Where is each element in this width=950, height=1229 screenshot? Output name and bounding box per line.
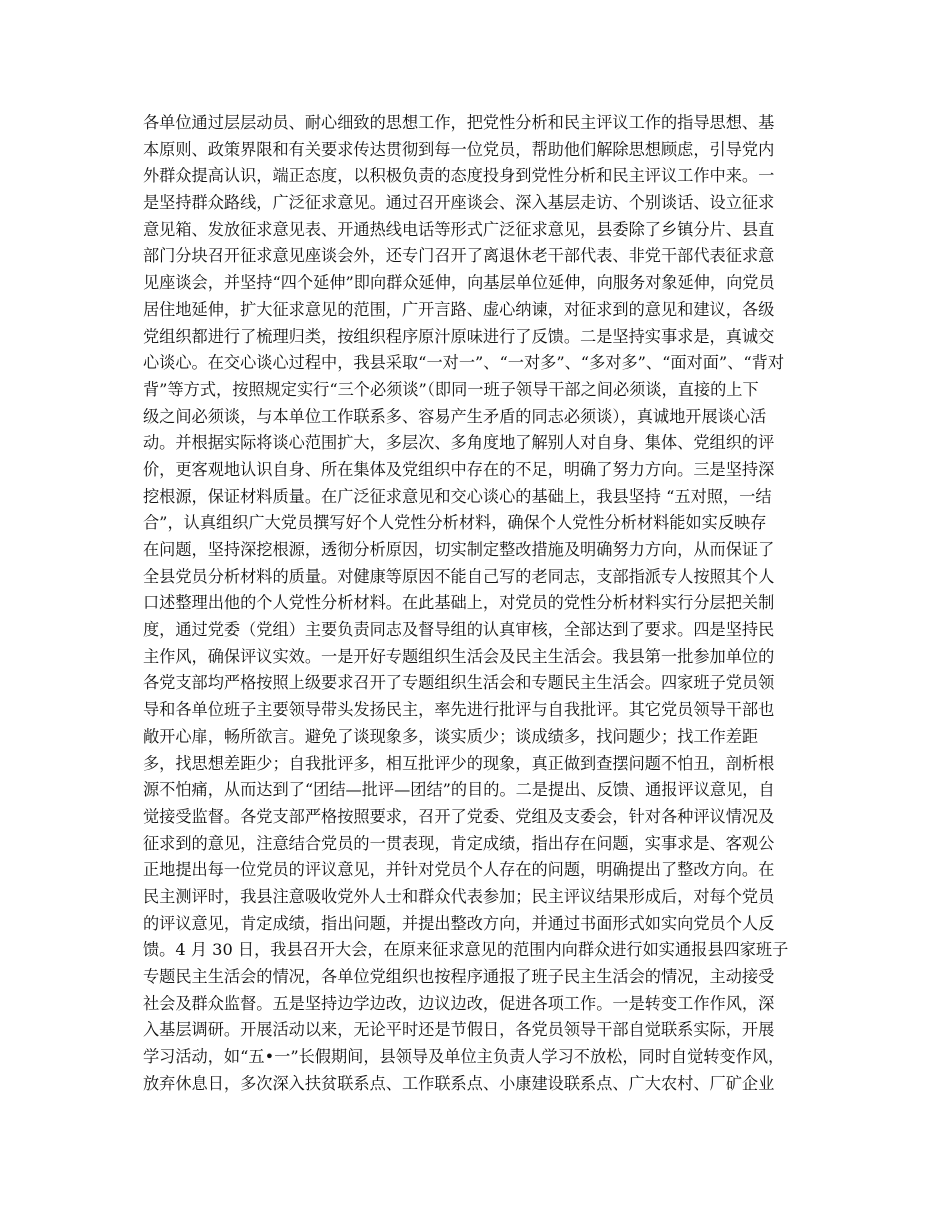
text-line: 各党支部均严格按照上级要求召开了专题组织生活会和专题民主生活会。四家班子党员领	[143, 673, 775, 693]
text-line: 学习活动，如“五•一”长假期间，县领导及单位主负责人学习不放松，同时自觉转变作风，	[143, 1047, 785, 1067]
text-line: 放弃休息日，多次深入扶贫联系点、工作联系点、小康建设联系点、广大农村、厂矿企业	[143, 1073, 775, 1093]
text-line: 居住地延伸，扩大征求意见的范围，广开言路、虚心纳谏，对征求到的意见和建议，各级	[143, 299, 775, 319]
text-line: 民主测评时，我县注意吸收党外人士和群众代表参加；民主评议结果形成后，对每个党员	[143, 886, 775, 906]
text-line: 外群众提高认识，端正态度，以积极负责的态度投身到党性分析和民主评议工作中来。一	[143, 166, 775, 186]
text-line: 源不怕痛，从而达到了“团结—批评—团结”的目的。二是提出、反馈、通报评议意见，自	[143, 780, 775, 800]
text-line: 口述整理出他的个人党性分析材料。在此基础上，对党员的党性分析材料实行分层把关制	[143, 593, 775, 613]
text-line: 敞开心扉，畅所欲言。避免了谈现象多，谈实质少；谈成绩多，找问题少；找工作差距	[143, 726, 759, 746]
text-line: 见座谈会，并坚持“四个延伸”即向群众延伸，向基层单位延伸，向服务对象延伸，向党员	[143, 273, 775, 293]
text-line: 征求到的意见，注意结合党员的一贯表现，肯定成绩，指出存在问题，实事求是、客观公	[143, 833, 775, 853]
text-line: 本原则、政策界限和有关要求传达贯彻到每一位党员，帮助他们解除思想顾虑，引导党内	[143, 139, 775, 159]
text-line: 导和各单位班子主要领导带头发扬民主，率先进行批评与自我批评。其它党员领导干部也	[143, 700, 775, 720]
text-line: 度，通过党委（党组）主要负责同志及督导组的认真审核，全部达到了要求。四是坚持民	[143, 620, 775, 640]
text-line: 动。并根据实际将谈心范围扩大，多层次、多角度地了解别人对自身、集体、党组织的评	[143, 433, 775, 453]
body-text	[143, 110, 813, 1097]
text-line: 正地提出每一位党员的评议意见，并针对党员个人存在的问题，明确提出了整改方向。在	[143, 860, 775, 880]
text-line: 心谈心。在交心谈心过程中，我县采取“一对一”、“一对多”、“多对多”、“面对面”、“背对	[143, 353, 785, 373]
text-line: 价，更客观地认识自身、所在集体及党组织中存在的不足，明确了努力方向。三是坚持深	[143, 459, 775, 479]
text-line: 各单位通过层层动员、耐心细致的思想工作，把党性分析和民主评议工作的指导思想、基	[143, 113, 775, 132]
text-line: 专题民主生活会的情况，各单位党组织也按程序通报了班子民主生活会的情况，主动接受	[143, 967, 775, 986]
text-line: 合”，认真组织广大党员撰写好个人党性分析材料，确保个人党性分析材料能如实反映存	[143, 513, 767, 533]
text-line: 多，找思想差距少；自我批评多，相互批评少的现象，真正做到查摆问题不怕丑，剖析根	[143, 753, 775, 773]
text-line: 的评议意见，肯定成绩，指出问题，并提出整改方向，并通过书面形式如实向党员个人反	[143, 913, 775, 933]
text-line: 全县党员分析材料的质量。对健康等原因不能自己写的老同志，支部指派专人按照其个人	[143, 566, 775, 586]
text-line: 挖根源，保证材料质量。在广泛征求意见和交心谈心的基础上，我县坚持 “五对照，一结	[143, 486, 772, 506]
text-line: 背”等方式，按照规定实行“三个必须谈”（即同一班子领导干部之间必须谈，直接的上下	[143, 379, 759, 399]
text-line: 是坚持群众路线，广泛征求意见。通过召开座谈会、深入基层走访、个别谈话、设立征求	[143, 193, 775, 213]
text-line: 入基层调研。开展活动以来，无论平时还是节假日，各党员领导干部自觉联系实际，开展	[143, 1020, 775, 1040]
text-line: 觉接受监督。各党支部严格按照要求，召开了党委、党组及支委会，针对各种评议情况及	[143, 806, 775, 826]
text-line: 馈。4 月 30 日，我县召开大会，在原来征求意见的范围内向群众进行如实通报县四家班子	[143, 940, 789, 960]
text-line: 在问题，坚持深挖根源，透彻分析原因，切实制定整改措施及明确努力方向，从而保证了	[143, 540, 775, 559]
text-line: 意见箱、发放征求意见表、开通热线电话等形式广泛征求意见，县委除了乡镇分片、县直	[143, 219, 775, 239]
text-line: 主作风，确保评议实效。一是开好专题组织生活会及民主生活会。我县第一批参加单位的	[143, 646, 775, 666]
text-line: 党组织都进行了梳理归类，按组织程序原汁原味进行了反馈。二是坚持实事求是，真诚交	[143, 326, 775, 346]
text-line: 级之间必须谈，与本单位工作联系多、容易产生矛盾的同志必须谈），真诚地开展谈心活	[143, 406, 767, 426]
text-line: 部门分块召开征求意见座谈会外，还专门召开了离退休老干部代表、非党干部代表征求意	[143, 246, 775, 266]
text-line: 社会及群众监督。五是坚持边学边改，边议边改，促进各项工作。一是转变工作作风，深	[143, 993, 775, 1013]
